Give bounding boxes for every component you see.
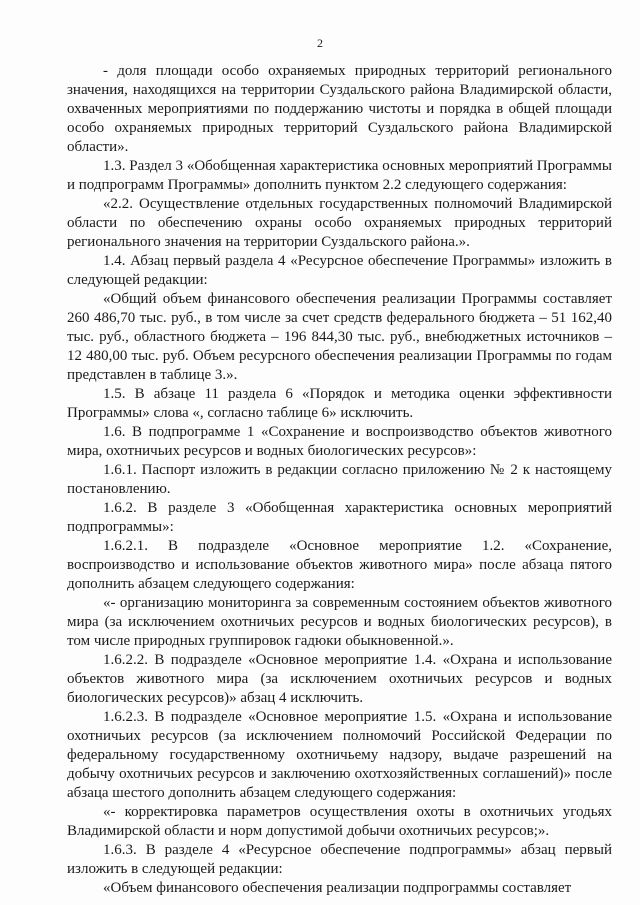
paragraph: «- корректировка параметров осуществления охоты в охотничьих угодьях Владимирской области и норм допустимой добычи охотничьих ресурсов;». bbox=[67, 804, 612, 839]
paragraph: «Общий объем финансового обеспечения реализации Программы составляет 260 486,70 тыс. руб., в том числе за счет средств федерального бюджета – 51 162,40 тыс. руб., областного бюджета – 196 844,30 тыс. руб., внебюджетных источников – 12 480,00 тыс. руб. Объем ресурсного обеспечения реализации Программы по годам представлен в таблице 3.». bbox=[67, 291, 612, 383]
paragraph: «2.2. Осуществление отдельных государственных полномочий Владимирской области по обеспечению охраны особо охраняемых природных территорий регионального значения на территории Суздальского района.». bbox=[67, 196, 612, 250]
paragraph: 1.6.2.1. В подразделе «Основное мероприятие 1.2. «Сохранение, воспроизводство и использование объектов животного мира» после абзаца пятого дополнить абзацем следующего содержания: bbox=[67, 538, 612, 592]
paragraph: «Объем финансового обеспечения реализации подпрограммы составляет bbox=[103, 880, 572, 896]
paragraph: «- организацию мониторинга за современным состоянием объектов животного мира (за исключением охотничьих ресурсов и водных биологических ресурсов), в том числе природных группировок гадюки обыкновенной.». bbox=[67, 595, 612, 649]
paragraph: 1.6.2.2. В подразделе «Основное мероприятие 1.4. «Охрана и использование объектов животного мира (за исключением охотничьих ресурсов и водных биологических ресурсов)» абзац 4 исключить. bbox=[67, 652, 612, 706]
paragraph: 1.6.1. Паспорт изложить в редакции согласно приложению № 2 к настоящему постановлению. bbox=[67, 462, 612, 497]
paragraph: 1.6.3. В разделе 4 «Ресурсное обеспечение подпрограммы» абзац первый изложить в следующей редакции: bbox=[67, 842, 612, 877]
paragraph: 1.5. В абзаце 11 раздела 6 «Порядок и методика оценки эффективности Программы» слова «, согласно таблице 6» исключить. bbox=[67, 386, 612, 421]
paragraph: 1.3. Раздел 3 «Обобщенная характеристика основных мероприятий Программы и подпрограмм Программы» дополнить пунктом 2.2 следующего содержания: bbox=[67, 158, 612, 193]
document-body bbox=[67, 62, 612, 898]
paragraph: 1.6.2. В разделе 3 «Обобщенная характеристика основных мероприятий подпрограммы»: bbox=[67, 500, 612, 535]
paragraph: 1.6.2.3. В подразделе «Основное мероприятие 1.5. «Охрана и использование охотничьих ресурсов (за исключением полномочий Российской Федерации по федеральному государственному охотничьему надзору, выдаче разрешений на добычу охотничьих ресурсов и заключению охотхозяйственных соглашений)» после абзаца шестого дополнить абзацем следующего содержания: bbox=[67, 709, 612, 801]
paragraph: 1.4. Абзац первый раздела 4 «Ресурсное обеспечение Программы» изложить в следующей редакции: bbox=[67, 253, 612, 288]
paragraph: 1.6. В подпрограмме 1 «Сохранение и воспроизводство объектов животного мира, охотничьих ресурсов и водных биологических ресурсов»: bbox=[67, 424, 612, 459]
page-number: 2 bbox=[317, 36, 323, 50]
paragraph: - доля площади особо охраняемых природных территорий регионального значения, находящихся на территории Суздальского района Владимирской области, охваченных мероприятиями по поддержанию чистоты и порядка в общей площади особо охраняемых природных территорий Суздальского района Владимирской области». bbox=[67, 63, 612, 155]
